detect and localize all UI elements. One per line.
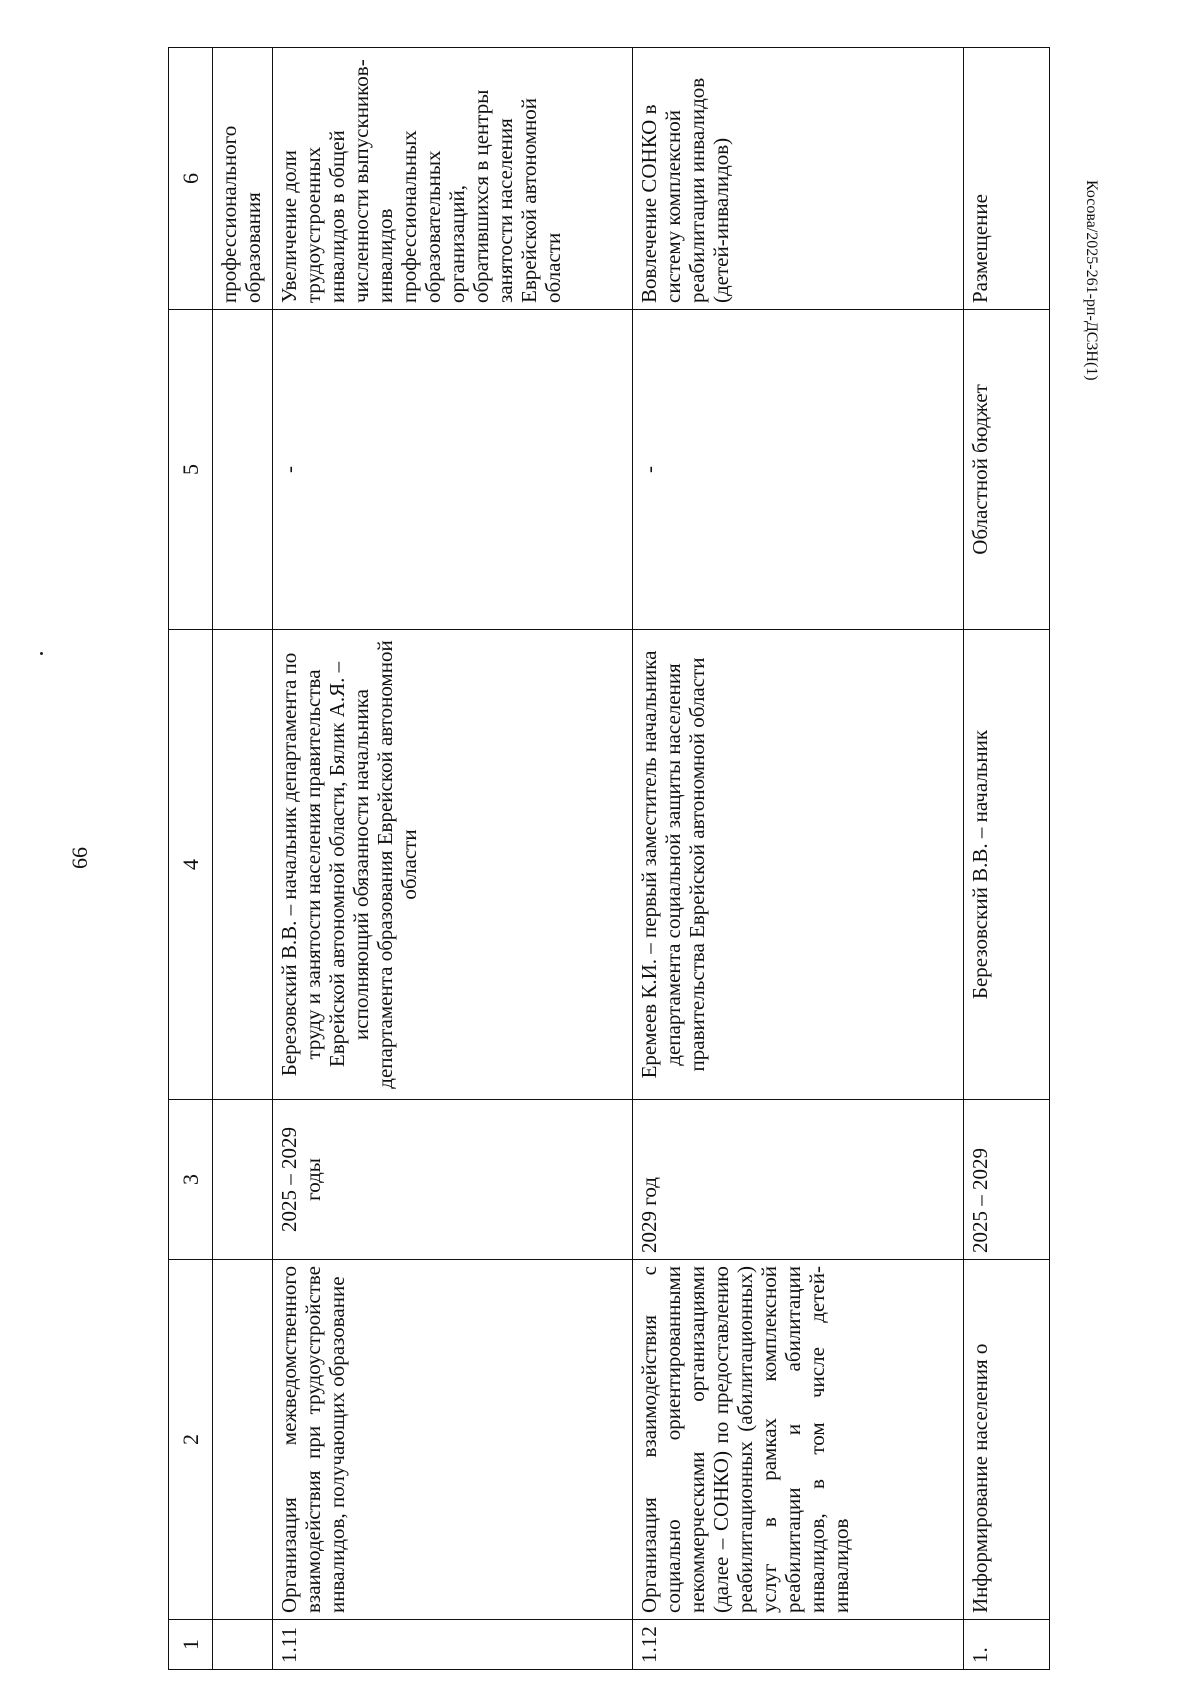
col-header-1: 1 (169, 1620, 213, 1670)
col-header-6: 6 (169, 48, 213, 310)
table-row (213, 48, 273, 1670)
header-row (169, 48, 213, 1670)
responsible (213, 630, 273, 1100)
expected-result: профессионального образования (213, 48, 273, 310)
row-number: 1.11 (273, 1620, 633, 1670)
term (213, 1100, 273, 1260)
col-header-4: 4 (169, 630, 213, 1100)
row-number (213, 1620, 273, 1670)
term: 2025 – 2029 (963, 1100, 1049, 1260)
expected-result: Размещение (963, 48, 1049, 310)
row-number: 1. (963, 1620, 1049, 1670)
funding-source: - (633, 310, 963, 630)
plan-table-container (168, 48, 1050, 1670)
expected-result: Вовлечение СОНКО в систему комплексной реабилитации инвалидов (детей-инвалидов) (633, 48, 963, 310)
col-header-3: 3 (169, 1100, 213, 1260)
scan-edge (0, 0, 1200, 8)
expected-result: Увеличение доли трудоустроенных инвалидов в общей численности выпускников-инвалидов профессиональных образовательных организаций, обратившихся в центры занятости населения Еврейской автономной области (273, 48, 633, 310)
measure-name: Организация межведомственного взаимодействия при трудоустройстве инвалидов, получающих образование (273, 1260, 633, 1620)
table-row (633, 48, 963, 1670)
funding-source: - (273, 310, 633, 630)
responsible: Березовский В.В. – начальник (963, 630, 1049, 1100)
document-code: Косова/2025-261-рп-ДСЗН(1) (1083, 180, 1100, 381)
term: 2025 – 2029 годы (273, 1100, 633, 1260)
col-header-5: 5 (169, 310, 213, 630)
responsible: Березовский В.В. – начальник департамента по труду и занятости населения правительства Еврейской автономной области, Бялик А.Я. – исполняющий обязанности начальника департамента образования Еврейской автономной области (273, 630, 633, 1100)
col-header-2: 2 (169, 1260, 213, 1620)
scan-speck (40, 652, 43, 655)
table-row (273, 48, 633, 1670)
funding-source (213, 310, 273, 630)
term: 2029 год (633, 1100, 963, 1260)
row-number: 1.12 (633, 1620, 963, 1670)
measure-name (213, 1260, 273, 1620)
page-number: 66 (67, 847, 92, 869)
measure-name: Информирование населения о (963, 1260, 1049, 1620)
plan-table (168, 47, 1050, 1670)
measure-name: Организация взаимодействия с социально ориентированными некоммерческими организациями (далее – СОНКО) по предоставлению реабилитационных (абилитационных) услуг в рамках комплексной реабилитации и абилитации инвалидов, в том числе детей-инвалидов (633, 1260, 963, 1620)
funding-source: Областной бюджет (963, 310, 1049, 630)
responsible: Еремеев К.И. – первый заместитель начальника департамента социальной защиты населения правительства Еврейской автономной области (633, 630, 963, 1100)
table-row (963, 48, 1049, 1670)
